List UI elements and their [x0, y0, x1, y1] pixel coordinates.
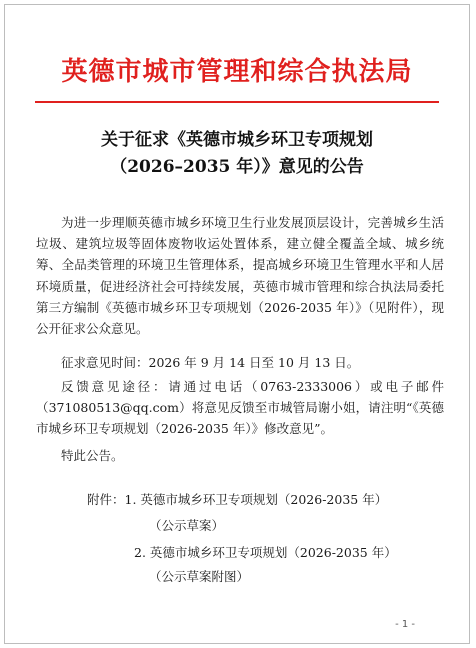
masthead-title: 英德市城市管理和综合执法局: [61, 57, 413, 87]
red-divider-line: [35, 101, 439, 103]
attachment-1-subtitle: （公示草案）: [149, 518, 225, 533]
notice-title-line-2: （2026–2035 年）》意见的公告: [110, 157, 364, 177]
body-paragraph-closing: [36, 445, 444, 466]
paragraph-purpose: 为进一步理顺英德市城乡环境卫生行业发展顶层设计，完善城乡生活垃圾、建筑垃圾等固体废物收运处置体系，建立健全覆盖全域、城乡统筹、全品类管理的环境卫生管理体系，提高城乡环境卫生管理水平和人居环境质量，促进经济社会可持续发展，英德市城市管理和综合执法局委托第三方编制《英德市城乡环卫专项规划（2026-2035 年）》（见附件），现公开征求公众意见。: [36, 215, 444, 337]
body-paragraph-period: [36, 352, 444, 373]
document-page: [4, 4, 470, 644]
attachment-1-title: 附件：1. 英德市城乡环卫专项规划（2026-2035 年）: [87, 492, 388, 507]
paragraph-feedback-channel: 反馈意见途径：请通过电话（0763-2333006）或电子邮件（371080513@qq.com）将意见反馈至市城管局谢小姐，请注明“《英德市城乡环卫专项规划（2026-2035 年）》修改意见”。: [36, 379, 444, 437]
body-paragraph-intro: [36, 212, 444, 339]
attachment-2-subtitle: （公示草案附图）: [149, 569, 250, 584]
attachment-2-title: 2. 英德市城乡环卫专项规划（2026-2035 年）: [134, 545, 397, 560]
notice-title-line-1: 关于征求《英德市城乡环卫专项规划: [101, 130, 373, 150]
paragraph-closing: 特此公告。: [61, 448, 124, 463]
paragraph-comment-period: 征求意见时间：2026 年 9 月 14 日至 10 月 13 日。: [61, 355, 360, 370]
body-paragraph-feedback: [36, 376, 444, 440]
page-number: - 1 -: [395, 619, 415, 630]
